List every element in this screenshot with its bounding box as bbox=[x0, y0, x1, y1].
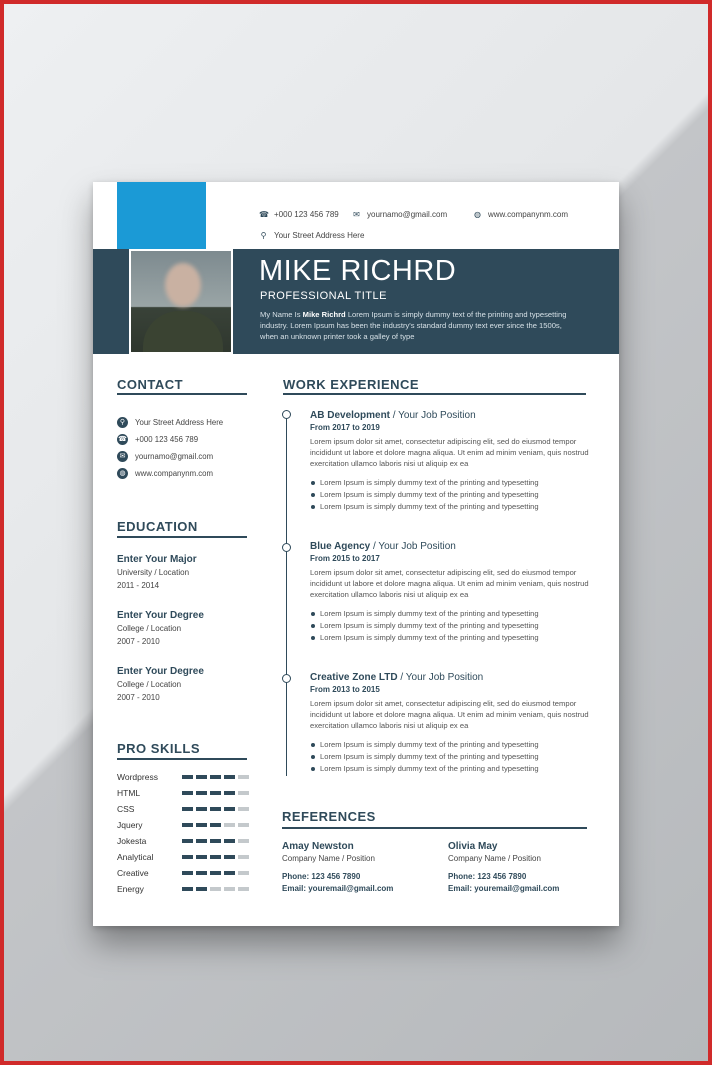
skill-bar bbox=[196, 839, 207, 843]
education-item: Enter Your Major University / Location 2011 - 2014 bbox=[117, 554, 197, 590]
skill-name: Analytical bbox=[117, 852, 154, 862]
skill-level bbox=[182, 887, 249, 891]
skill-bar bbox=[224, 871, 235, 875]
skill-name: Jokesta bbox=[117, 836, 147, 846]
person-name: MIKE RICHRD bbox=[259, 255, 457, 287]
location-icon: ⚲ bbox=[117, 417, 128, 428]
skill-row bbox=[117, 868, 257, 880]
skill-bar bbox=[196, 823, 207, 827]
skill-level bbox=[182, 871, 249, 875]
skill-bar bbox=[210, 807, 221, 811]
skill-name: HTML bbox=[117, 788, 141, 798]
skill-bar bbox=[196, 807, 207, 811]
timeline-dot bbox=[282, 543, 291, 552]
skill-bar bbox=[196, 887, 207, 891]
skill-name: Wordpress bbox=[117, 772, 158, 782]
education-item: Enter Your Degree College / Location 2007 - 2010 bbox=[117, 610, 204, 646]
header-email: ✉ yournamo@gmail.com bbox=[353, 210, 448, 219]
skills-divider bbox=[117, 758, 247, 760]
globe-icon: ◍ bbox=[117, 468, 128, 479]
skill-bar bbox=[210, 887, 221, 891]
skill-bar bbox=[196, 775, 207, 779]
skill-bar bbox=[196, 871, 207, 875]
skill-bar bbox=[210, 871, 221, 875]
skill-bar bbox=[210, 855, 221, 859]
skill-bar bbox=[182, 839, 193, 843]
skill-bar bbox=[224, 855, 235, 859]
contact-heading: CONTACT bbox=[117, 377, 184, 392]
skill-bar bbox=[238, 839, 249, 843]
references-heading: REFERENCES bbox=[282, 809, 376, 824]
header-address: ⚲ Your Street Address Here bbox=[260, 231, 365, 240]
skill-bar bbox=[182, 823, 193, 827]
skill-bar bbox=[210, 823, 221, 827]
work-heading: WORK EXPERIENCE bbox=[283, 377, 420, 392]
skill-bar bbox=[210, 839, 221, 843]
skill-row bbox=[117, 836, 257, 848]
skill-bar bbox=[182, 791, 193, 795]
skills-heading: PRO SKILLS bbox=[117, 741, 201, 756]
skill-bar bbox=[224, 775, 235, 779]
job-bullets: Lorem Ipsum is simply dummy text of the printing and typesetting Lorem Ipsum is simply dummy text of the printing and typesetting Lorem Ipsum is simply dummy text of the printing and typesetting bbox=[310, 477, 600, 513]
skill-row bbox=[117, 852, 257, 864]
phone-icon: ☎ bbox=[259, 210, 269, 219]
skill-bar bbox=[238, 775, 249, 779]
reference-item: Olivia May Company Name / Position Phone: 123 456 7890 Email: youremail@gmail.com bbox=[448, 841, 560, 893]
contact-email: ✉ yournamo@gmail.com bbox=[117, 451, 213, 462]
skill-bar bbox=[238, 791, 249, 795]
skill-bar bbox=[238, 887, 249, 891]
contact-phone: ☎ +000 123 456 789 bbox=[118, 435, 199, 444]
skill-bar bbox=[182, 775, 193, 779]
mail-icon: ✉ bbox=[353, 210, 360, 219]
skill-bar bbox=[196, 855, 207, 859]
work-divider bbox=[283, 393, 586, 395]
skill-bar bbox=[224, 807, 235, 811]
timeline-dot bbox=[282, 410, 291, 419]
skill-level bbox=[182, 839, 249, 843]
job-entry: AB Development / Your Job Position From 2017 to 2019 Lorem ipsum dolor sit amet, consectetur adipiscing elit, sed do eiusmod tempor incididunt ut labore et dolore magna aliqua. Ut enim ad minim veniam, quis nostrud exercitation ullamco laboris nisi ut aliquip ex ea Lorem Ipsum is simply dummy text of the printing and typesetting Lorem Ipsum is simply dummy text of the printing and typesetting Lorem Ipsum is simply dummy text of the printing and typesetting bbox=[310, 410, 600, 513]
globe-icon: ◍ bbox=[474, 210, 481, 219]
skill-level bbox=[182, 807, 249, 811]
timeline-dot bbox=[282, 674, 291, 683]
reference-item: Amay Newston Company Name / Position Phone: 123 456 7890 Email: youremail@gmail.com bbox=[282, 841, 394, 893]
phone-icon: ☎ bbox=[118, 436, 127, 443]
skill-level bbox=[182, 775, 249, 779]
skill-bar bbox=[182, 887, 193, 891]
header-website: ◍ www.companynm.com bbox=[474, 210, 569, 219]
skill-bar bbox=[182, 855, 193, 859]
education-divider bbox=[117, 536, 247, 538]
skill-bar bbox=[224, 791, 235, 795]
skill-name: Creative bbox=[117, 868, 149, 878]
skill-bar bbox=[210, 775, 221, 779]
job-entry: Creative Zone LTD / Your Job Position From 2013 to 2015 Lorem ipsum dolor sit amet, consectetur adipiscing elit, sed do eiusmod tempor incididunt ut labore et dolore magna aliqua. Ut enim ad minim veniam, quis nostrud exercitation ullamco laboris nisi ut aliquip ex ea Lorem Ipsum is simply dummy text of the printing and typesetting Lorem Ipsum is simply dummy text of the printing and typesetting Lorem Ipsum is simply dummy text of the printing and typesetting bbox=[310, 672, 600, 775]
skill-level bbox=[182, 855, 249, 859]
skill-bar bbox=[182, 807, 193, 811]
skill-row bbox=[117, 772, 257, 784]
skill-row bbox=[117, 788, 257, 800]
profile-photo bbox=[129, 249, 233, 354]
skill-level bbox=[182, 823, 249, 827]
skill-bar bbox=[182, 871, 193, 875]
contact-divider bbox=[117, 393, 247, 395]
skill-bar bbox=[238, 855, 249, 859]
education-heading: EDUCATION bbox=[117, 519, 198, 534]
resume-page bbox=[93, 182, 619, 926]
job-entry: Blue Agency / Your Job Position From 2015 to 2017 Lorem ipsum dolor sit amet, consectetur adipiscing elit, sed do eiusmod tempor incididunt ut labore et dolore magna aliqua. Ut enim ad minim veniam, quis nostrud exercitation ullamco laboris nisi ut aliquip ex ea Lorem Ipsum is simply dummy text of the printing and typesetting Lorem Ipsum is simply dummy text of the printing and typesetting Lorem Ipsum is simply dummy text of the printing and typesetting bbox=[310, 541, 600, 644]
skill-level bbox=[182, 791, 249, 795]
skill-name: CSS bbox=[117, 804, 135, 814]
about-text: My Name Is Mike Richrd Lorem Ipsum is simply dummy text of the printing and typesetting industry. Lorem Ipsum has been the industry's standard dummy text ever since the 1500s, when an unknown printer took a galley of type bbox=[260, 310, 567, 341]
professional-title: PROFESSIONAL TITLE bbox=[260, 290, 387, 302]
skill-name: Jquery bbox=[117, 820, 143, 830]
contact-website: ◍ www.companynm.com bbox=[117, 468, 213, 479]
timeline-line bbox=[286, 414, 287, 776]
job-bullets: Lorem Ipsum is simply dummy text of the printing and typesetting Lorem Ipsum is simply dummy text of the printing and typesetting Lorem Ipsum is simply dummy text of the printing and typesetting bbox=[310, 739, 600, 775]
header-phone: ☎ +000 123 456 789 bbox=[259, 210, 339, 219]
skill-name: Energy bbox=[117, 884, 144, 894]
skill-bar bbox=[196, 791, 207, 795]
skill-bar bbox=[238, 823, 249, 827]
skill-bar bbox=[210, 791, 221, 795]
job-bullets: Lorem Ipsum is simply dummy text of the printing and typesetting Lorem Ipsum is simply dummy text of the printing and typesetting Lorem Ipsum is simply dummy text of the printing and typesetting bbox=[310, 608, 600, 644]
mail-icon: ✉ bbox=[117, 451, 128, 462]
skill-row bbox=[117, 804, 257, 816]
skill-bar bbox=[224, 823, 235, 827]
skill-bar bbox=[224, 887, 235, 891]
skill-row bbox=[117, 884, 257, 896]
skill-row bbox=[117, 820, 257, 832]
location-icon: ⚲ bbox=[260, 231, 267, 240]
skill-bar bbox=[238, 871, 249, 875]
education-item: Enter Your Degree College / Location 2007 - 2010 bbox=[117, 666, 204, 702]
contact-address: ⚲ Your Street Address Here bbox=[117, 417, 223, 428]
skill-bar bbox=[238, 807, 249, 811]
skill-bar bbox=[224, 839, 235, 843]
references-divider bbox=[282, 827, 587, 829]
